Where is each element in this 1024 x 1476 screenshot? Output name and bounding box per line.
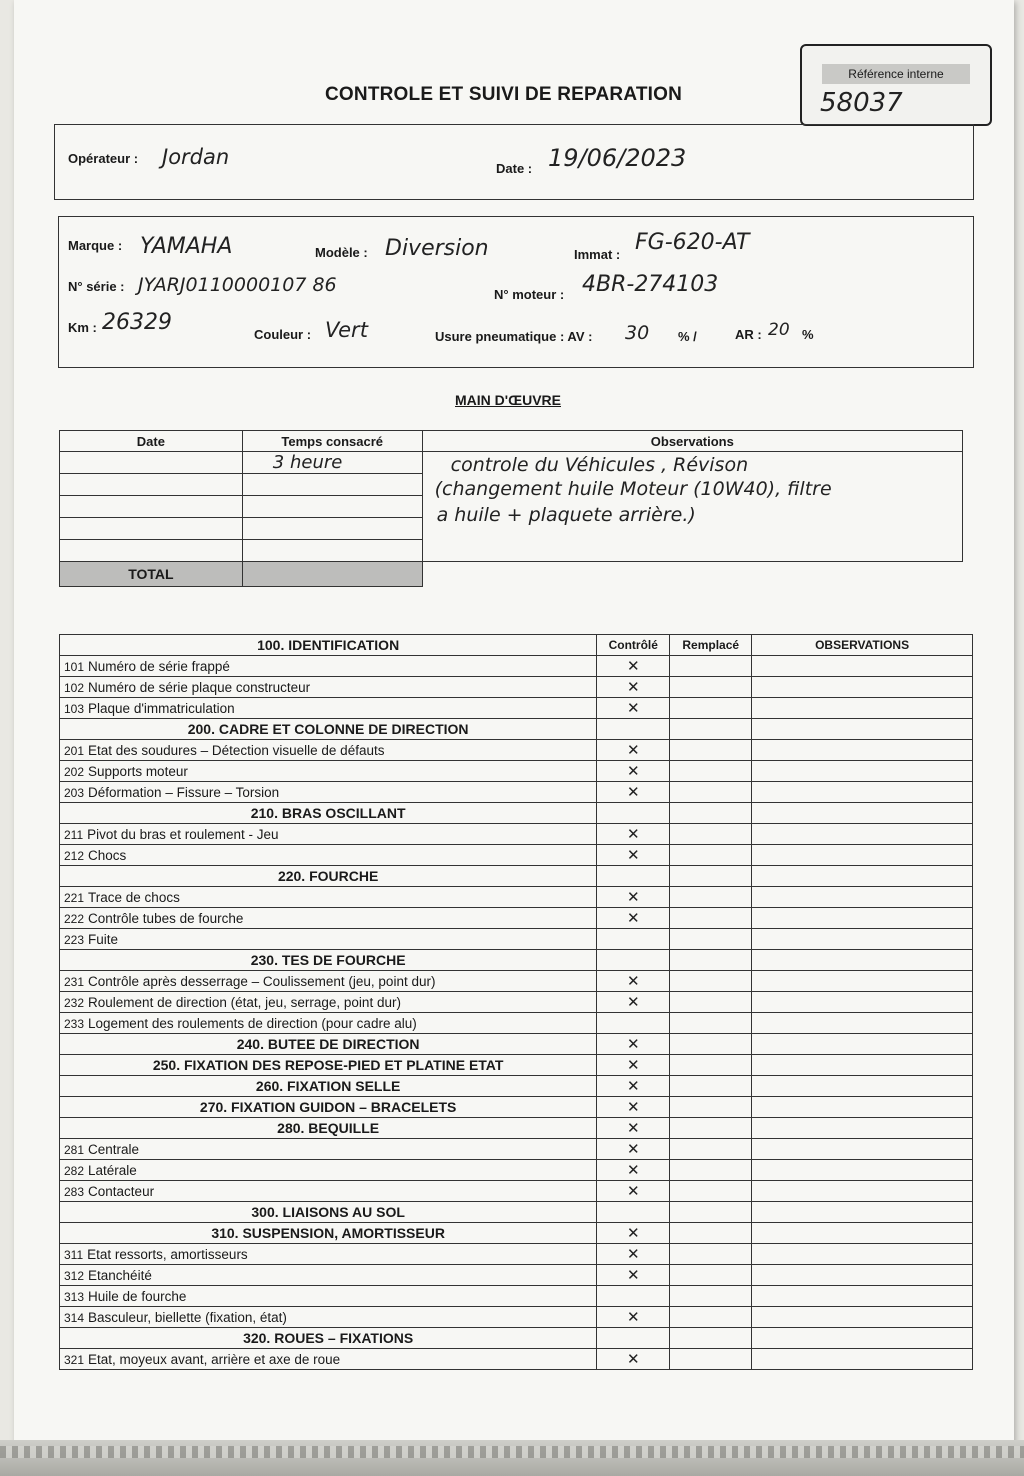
- item-label: Numéro de série plaque constructeur: [88, 679, 311, 695]
- labor-date-cell: [60, 518, 243, 540]
- remplace-cell: [670, 887, 752, 908]
- couleur-value: Vert: [325, 318, 368, 342]
- item-number: 312: [64, 1268, 85, 1283]
- item-label: Supports moteur: [88, 763, 188, 779]
- observations-cell: [752, 1223, 973, 1244]
- controle-mark: [597, 1202, 670, 1223]
- item-cell: [60, 845, 597, 866]
- observations-cell: [752, 761, 973, 782]
- observations-cell: [752, 824, 973, 845]
- remplace-cell: [670, 950, 752, 971]
- controle-mark: ✕: [597, 656, 670, 677]
- remplace-cell: [670, 803, 752, 824]
- controle-mark: ✕: [597, 1139, 670, 1160]
- page-title: CONTROLE ET SUIVI DE REPARATION: [325, 84, 683, 105]
- remplace-cell: [670, 656, 752, 677]
- labor-col-date: Date: [60, 431, 243, 452]
- item-label: Etat ressorts, amortisseurs: [87, 1246, 248, 1262]
- item-cell: [60, 1307, 597, 1328]
- labor-temps-cell: [242, 496, 422, 518]
- item-cell: [60, 929, 597, 950]
- section-title: 280. BEQUILLE: [60, 1118, 597, 1139]
- item-cell: [60, 971, 597, 992]
- observations-cell: [752, 887, 973, 908]
- controle-mark: ✕: [597, 1055, 670, 1076]
- observations-cell: [752, 1349, 973, 1370]
- section-title: 200. CADRE ET COLONNE DE DIRECTION: [60, 719, 597, 740]
- checklist-section-row: [60, 1118, 973, 1139]
- remplace-cell: [670, 1181, 752, 1202]
- observations-cell: [752, 1265, 973, 1286]
- couleur-label: Couleur :: [254, 327, 312, 342]
- moteur-label: N° moteur :: [494, 287, 565, 302]
- controle-mark: ✕: [597, 908, 670, 929]
- operator-label: Opérateur :: [68, 151, 139, 166]
- remplace-cell: [670, 1328, 752, 1349]
- item-number: 221: [64, 890, 85, 905]
- observations-cell: [752, 1118, 973, 1139]
- remplace-cell: [670, 908, 752, 929]
- remplace-cell: [670, 1265, 752, 1286]
- item-number: 311: [64, 1247, 84, 1262]
- km-label: Km :: [68, 320, 97, 335]
- serie-value: JYARJ0110000107 86: [138, 274, 337, 296]
- section-title: 310. SUSPENSION, AMORTISSEUR: [60, 1223, 597, 1244]
- usure-pct: %: [802, 327, 814, 342]
- item-number: 223: [64, 932, 85, 947]
- moteur-value: 4BR-274103: [582, 272, 719, 297]
- serie-label: N° série :: [68, 279, 125, 294]
- remplace-cell: [670, 1244, 752, 1265]
- controle-mark: ✕: [597, 1265, 670, 1286]
- observations-cell: [752, 656, 973, 677]
- observations-cell: [752, 719, 973, 740]
- labor-section-title: MAIN D'ŒUVRE: [455, 392, 561, 408]
- controle-mark: ✕: [597, 1244, 670, 1265]
- checklist-item-row: [60, 1307, 973, 1328]
- labor-total-row: [60, 562, 963, 587]
- remplace-cell: [670, 929, 752, 950]
- observations-cell: [752, 1202, 973, 1223]
- remplace-cell: [670, 698, 752, 719]
- usure-pct-separator: % /: [678, 329, 697, 344]
- immat-value: FG-620-AT: [635, 230, 750, 255]
- section-title: 210. BRAS OSCILLANT: [60, 803, 597, 824]
- observations-cell: [752, 740, 973, 761]
- checklist-item-row: [60, 740, 973, 761]
- item-label: Latérale: [88, 1162, 137, 1178]
- controle-mark: [597, 950, 670, 971]
- item-cell: [60, 887, 597, 908]
- col-observations: OBSERVATIONS: [752, 635, 973, 656]
- section-title: 260. FIXATION SELLE: [60, 1076, 597, 1097]
- date-value: 19/06/2023: [548, 144, 687, 172]
- marque-value: YAMAHA: [140, 234, 233, 259]
- reference-label: Référence interne: [822, 64, 970, 84]
- checklist-item-row: [60, 824, 973, 845]
- item-cell: [60, 1160, 597, 1181]
- controle-mark: ✕: [597, 698, 670, 719]
- controle-mark: [597, 803, 670, 824]
- checklist-section-row: [60, 950, 973, 971]
- labor-temps-cell: [242, 540, 422, 562]
- item-number: 313: [64, 1289, 85, 1304]
- checklist-item-row: [60, 1244, 973, 1265]
- observations-cell: [752, 1034, 973, 1055]
- labor-obs-line-2: (changement huile Moteur (10W40), filtre: [434, 478, 832, 500]
- observations-cell: [752, 677, 973, 698]
- checklist-item-row: [60, 929, 973, 950]
- labor-col-temps: Temps consacré: [242, 431, 422, 452]
- labor-date-cell: [60, 540, 243, 562]
- checklist-item-row: [60, 1013, 973, 1034]
- labor-total-label: TOTAL: [60, 562, 243, 587]
- item-label: Plaque d'immatriculation: [88, 700, 235, 716]
- item-number: 233: [64, 1016, 85, 1031]
- item-number: 203: [64, 785, 85, 800]
- item-number: 282: [64, 1163, 85, 1178]
- controle-mark: [597, 1328, 670, 1349]
- observations-cell: [752, 908, 973, 929]
- checklist-section-row: [60, 1202, 973, 1223]
- remplace-cell: [670, 1349, 752, 1370]
- controle-mark: [597, 1286, 670, 1307]
- observations-cell: [752, 971, 973, 992]
- remplace-cell: [670, 1055, 752, 1076]
- checklist-item-row: [60, 992, 973, 1013]
- item-number: 222: [64, 911, 85, 926]
- section-title: 240. BUTEE DE DIRECTION: [60, 1034, 597, 1055]
- section-title: 230. TES DE FOURCHE: [60, 950, 597, 971]
- section-title: 220. FOURCHE: [60, 866, 597, 887]
- checklist-item-row: [60, 761, 973, 782]
- labor-row: [60, 452, 963, 474]
- observations-cell: [752, 929, 973, 950]
- item-number: 314: [64, 1310, 85, 1325]
- remplace-cell: [670, 719, 752, 740]
- controle-mark: ✕: [597, 1118, 670, 1139]
- item-label: Déformation – Fissure – Torsion: [88, 784, 280, 800]
- labor-date-cell: [60, 474, 243, 496]
- observations-cell: [752, 1139, 973, 1160]
- remplace-cell: [670, 1223, 752, 1244]
- item-label: Etat des soudures – Détection visuelle de défauts: [88, 742, 385, 758]
- usure-ar-label: AR :: [735, 327, 762, 342]
- item-number: 212: [64, 848, 85, 863]
- item-label: Chocs: [88, 847, 127, 863]
- modele-label: Modèle :: [315, 245, 368, 260]
- remplace-cell: [670, 1307, 752, 1328]
- col-remplace: Remplacé: [670, 635, 752, 656]
- controle-mark: ✕: [597, 1160, 670, 1181]
- immat-label: Immat :: [574, 247, 621, 262]
- checklist-item-row: [60, 677, 973, 698]
- labor-date-cell: [60, 452, 243, 474]
- item-cell: [60, 1265, 597, 1286]
- controle-mark: ✕: [597, 677, 670, 698]
- checklist-table: [59, 634, 973, 1370]
- col-controle: Contrôlé: [597, 635, 670, 656]
- checklist-section-row: [60, 1328, 973, 1349]
- item-number: 102: [64, 680, 85, 695]
- remplace-cell: [670, 1118, 752, 1139]
- checklist-section-row: [60, 1055, 973, 1076]
- checklist-item-row: [60, 656, 973, 677]
- observations-cell: [752, 782, 973, 803]
- remplace-cell: [670, 782, 752, 803]
- labor-obs-line-3: a huile + plaquete arrière.): [436, 504, 696, 526]
- controle-mark: ✕: [597, 1097, 670, 1118]
- checklist-item-row: [60, 845, 973, 866]
- item-cell: [60, 1286, 597, 1307]
- item-cell: [60, 656, 597, 677]
- controle-mark: ✕: [597, 824, 670, 845]
- item-label: Contrôle après desserrage – Coulissement (jeu, point dur): [88, 973, 436, 989]
- item-cell: [60, 1013, 597, 1034]
- remplace-cell: [670, 1139, 752, 1160]
- remplace-cell: [670, 1013, 752, 1034]
- remplace-cell: [670, 866, 752, 887]
- modele-value: Diversion: [385, 236, 489, 261]
- checklist-section-row: [60, 1076, 973, 1097]
- item-label: Trace de chocs: [88, 889, 180, 905]
- item-cell: [60, 824, 597, 845]
- item-cell: [60, 1244, 597, 1265]
- checklist-section-row: [60, 1097, 973, 1118]
- item-cell: [60, 992, 597, 1013]
- observations-cell: [752, 950, 973, 971]
- remplace-cell: [670, 992, 752, 1013]
- item-label: Contacteur: [88, 1183, 155, 1199]
- checklist-body: [60, 656, 973, 1370]
- item-number: 283: [64, 1184, 85, 1199]
- observations-cell: [752, 845, 973, 866]
- observations-cell: [752, 992, 973, 1013]
- controle-mark: ✕: [597, 992, 670, 1013]
- controle-mark: ✕: [597, 1223, 670, 1244]
- item-number: 321: [64, 1352, 85, 1367]
- controle-mark: ✕: [597, 845, 670, 866]
- checklist-item-row: [60, 1286, 973, 1307]
- remplace-cell: [670, 761, 752, 782]
- remplace-cell: [670, 1286, 752, 1307]
- item-cell: [60, 782, 597, 803]
- labor-temps-value: 3 heure: [272, 452, 343, 473]
- item-label: Roulement de direction (état, jeu, serrage, point dur): [88, 994, 401, 1010]
- item-number: 103: [64, 701, 85, 716]
- item-label: Numéro de série frappé: [88, 658, 230, 674]
- item-label: Fuite: [88, 931, 119, 947]
- controle-mark: ✕: [597, 887, 670, 908]
- checklist-item-row: [60, 1160, 973, 1181]
- section-title: 250. FIXATION DES REPOSE-PIED ET PLATINE ETAT: [60, 1055, 597, 1076]
- checklist-item-row: [60, 971, 973, 992]
- labor-date-cell: [60, 496, 243, 518]
- observations-cell: [752, 698, 973, 719]
- labor-temps-cell: [242, 518, 422, 540]
- km-value: 26329: [102, 310, 172, 335]
- observations-cell: [752, 1181, 973, 1202]
- usure-av-value: 30: [625, 322, 650, 344]
- checklist-section-row: [60, 1223, 973, 1244]
- item-label: Etat, moyeux avant, arrière et axe de roue: [88, 1351, 341, 1367]
- item-cell: [60, 698, 597, 719]
- checklist-first-section: 100. IDENTIFICATION: [60, 635, 597, 656]
- labor-table: [59, 430, 963, 587]
- item-cell: [60, 908, 597, 929]
- item-cell: [60, 740, 597, 761]
- controle-mark: [597, 719, 670, 740]
- item-label: Huile de fourche: [88, 1288, 187, 1304]
- checklist-item-row: [60, 908, 973, 929]
- labor-temps-cell: [242, 452, 422, 474]
- labor-total-value: [242, 562, 422, 587]
- observations-cell: [752, 1160, 973, 1181]
- checklist-item-row: [60, 1181, 973, 1202]
- item-label: Logement des roulements de direction (pour cadre alu): [88, 1015, 417, 1031]
- checklist-item-row: [60, 1265, 973, 1286]
- date-label: Date :: [496, 161, 533, 176]
- controle-mark: ✕: [597, 761, 670, 782]
- controle-mark: ✕: [597, 1034, 670, 1055]
- controle-mark: ✕: [597, 782, 670, 803]
- reference-box: [800, 44, 992, 126]
- labor-temps-cell: [242, 474, 422, 496]
- item-label: Basculeur, biellette (fixation, état): [88, 1309, 287, 1325]
- item-label: Etanchéité: [88, 1267, 152, 1283]
- item-cell: [60, 1139, 597, 1160]
- checklist-item-row: [60, 1349, 973, 1370]
- controle-mark: ✕: [597, 971, 670, 992]
- controle-mark: [597, 929, 670, 950]
- observations-cell: [752, 1076, 973, 1097]
- marque-label: Marque :: [68, 238, 123, 253]
- item-cell: [60, 1181, 597, 1202]
- item-number: 232: [64, 995, 85, 1010]
- item-cell: [60, 677, 597, 698]
- remplace-cell: [670, 1202, 752, 1223]
- checklist-section-row: [60, 719, 973, 740]
- section-title: 270. FIXATION GUIDON – BRACELETS: [60, 1097, 597, 1118]
- item-number: 201: [64, 743, 85, 758]
- item-number: 101: [64, 659, 85, 674]
- labor-obs-line-1: controle du Véhicules , Révison: [450, 454, 749, 476]
- controle-mark: ✕: [597, 1076, 670, 1097]
- usure-label: Usure pneumatique : AV :: [435, 329, 593, 344]
- observations-cell: [752, 803, 973, 824]
- observations-cell: [752, 1307, 973, 1328]
- observations-cell: [752, 866, 973, 887]
- observations-cell: [752, 1244, 973, 1265]
- labor-col-observations: Observations: [422, 431, 962, 452]
- remplace-cell: [670, 845, 752, 866]
- item-number: 231: [64, 974, 85, 989]
- controle-mark: ✕: [597, 1307, 670, 1328]
- item-number: 281: [64, 1142, 85, 1157]
- checklist-item-row: [60, 782, 973, 803]
- reference-value: 58037: [820, 88, 903, 118]
- controle-mark: ✕: [597, 1181, 670, 1202]
- checklist-item-row: [60, 887, 973, 908]
- remplace-cell: [670, 824, 752, 845]
- checklist-item-row: [60, 1139, 973, 1160]
- operator-value: Jordan: [162, 145, 230, 169]
- item-label: Centrale: [88, 1141, 140, 1157]
- labor-header-row: [60, 431, 963, 452]
- controle-mark: [597, 866, 670, 887]
- checklist-section-row: [60, 866, 973, 887]
- observations-cell: [752, 1328, 973, 1349]
- observations-cell: [752, 1286, 973, 1307]
- remplace-cell: [670, 1034, 752, 1055]
- item-cell: [60, 761, 597, 782]
- remplace-cell: [670, 1097, 752, 1118]
- checklist-section-row: [60, 1034, 973, 1055]
- controle-mark: ✕: [597, 740, 670, 761]
- labor-observations-cell: [422, 452, 962, 562]
- checklist-section-row: [60, 803, 973, 824]
- usure-ar-value: 20: [768, 320, 790, 340]
- remplace-cell: [670, 677, 752, 698]
- remplace-cell: [670, 740, 752, 761]
- checklist-header-row: [60, 635, 973, 656]
- controle-mark: [597, 1013, 670, 1034]
- observations-cell: [752, 1097, 973, 1118]
- item-label: Pivot du bras et roulement - Jeu: [87, 826, 279, 842]
- remplace-cell: [670, 1076, 752, 1097]
- item-cell: [60, 1349, 597, 1370]
- remplace-cell: [670, 1160, 752, 1181]
- item-number: 211: [64, 827, 84, 842]
- remplace-cell: [670, 971, 752, 992]
- section-title: 320. ROUES – FIXATIONS: [60, 1328, 597, 1349]
- section-title: 300. LIAISONS AU SOL: [60, 1202, 597, 1223]
- item-label: Contrôle tubes de fourche: [88, 910, 244, 926]
- checklist-item-row: [60, 698, 973, 719]
- controle-mark: ✕: [597, 1349, 670, 1370]
- plastic-sleeve-strip: [0, 1446, 1024, 1458]
- observations-cell: [752, 1013, 973, 1034]
- observations-cell: [752, 1055, 973, 1076]
- item-number: 202: [64, 764, 85, 779]
